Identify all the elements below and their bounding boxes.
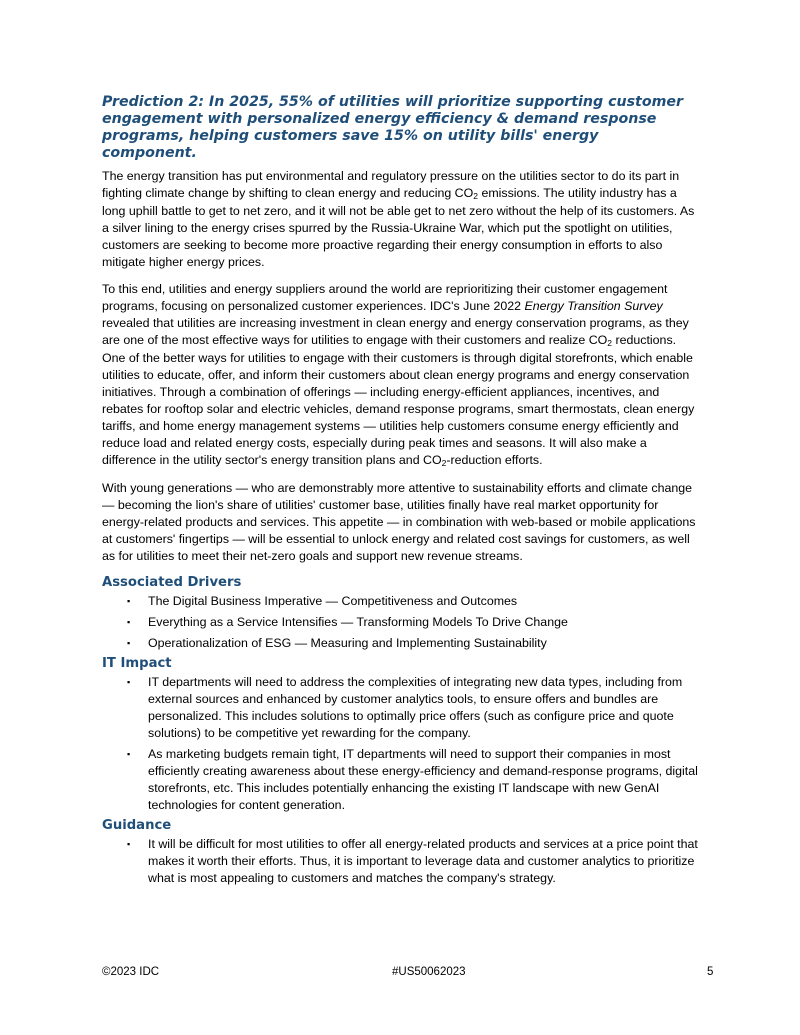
paragraph-text: reductions. One of the better ways for utilities to engage with their customers is through digital storefronts, which enable utilities to educate, offer, and inform their customers about clean energy programs and energy conservation initiatives. Through a combination of offerings — including energy-efficient appliances, incentives, and rebates for rooftop solar and electric vehicles, demand response programs, smart thermostats, clean energy tariffs, and home energy management systems — utilities help customers consume energy efficiently and reduce load and related energy costs, especially during peak times and seasons. It will also make a difference in the utility sector's energy transition plans and CO xyxy=(102,333,695,467)
paragraph-text: emissions. The utility industry has a long uphill battle to get to net zero, and it will not be able get to net zero without the help of its customers. As a silver lining to the energy crises spurred by the Russia-Ukraine War, which put the spotlight on utilities, customers are seeking to become more proactive regarding their energy consumption in efforts to also mitigate higher energy prices. xyxy=(102,186,695,269)
list-item xyxy=(102,593,698,610)
it-impact-heading: IT Impact xyxy=(102,656,172,671)
paragraph-text: -reduction efforts. xyxy=(446,453,543,467)
subscript: 2 xyxy=(441,458,447,468)
paragraph-text: To this end, utilities and energy suppliers around the world are reprioritizing their customer engagement programs, focusing on personalized customer experiences. IDC's June 2022 xyxy=(102,282,668,313)
bullet-icon: ▪ xyxy=(127,638,131,648)
it-impact-list xyxy=(102,674,698,814)
list-item-text: Everything as a Service Intensifies — Transforming Models To Drive Change xyxy=(148,615,568,629)
footer-page-number: 5 xyxy=(707,966,714,978)
list-item-text: It will be difficult for most utilities to offer all energy-related products and services at a price point that makes it worth their efforts. Thus, it is important to leverage data and customer analytics to prioritize what is most appealing to customers and matches the company's strategy. xyxy=(148,837,698,885)
list-item xyxy=(102,836,698,887)
paragraph-text: The energy transition has put environmental and regulatory pressure on the utilities sector to do its part in fighting climate change by shifting to clean energy and reducing CO xyxy=(102,169,680,200)
list-item-text: As marketing budgets remain tight, IT departments will need to support their companies in most efficiently creating awareness about these energy-efficiency and demand-response programs, digital storefronts, etc. This includes potentially enhancing the existing IT landscape with new GenAI technologies for content generation. xyxy=(148,747,698,812)
bullet-icon: ▪ xyxy=(127,749,131,759)
subscript: 2 xyxy=(607,338,613,348)
guidance-list xyxy=(102,836,698,887)
list-item-text: Operationalization of ESG — Measuring and Implementing Sustainability xyxy=(148,636,547,650)
associated-drivers-list xyxy=(102,593,698,652)
list-item xyxy=(102,614,698,631)
paragraph-energy-transition xyxy=(102,168,698,271)
guidance-heading: Guidance xyxy=(102,818,172,833)
footer-copyright: ©2023 IDC xyxy=(102,966,160,978)
list-item-text: The Digital Business Imperative — Competitiveness and Outcomes xyxy=(148,594,518,608)
list-item xyxy=(102,746,698,814)
document-page xyxy=(102,94,698,891)
bullet-icon: ▪ xyxy=(127,617,131,627)
paragraph-text: revealed that utilities are increasing investment in clean energy and energy conservation programs, as they are one of the most effective ways for utilities to engage with their customers and realize CO xyxy=(102,316,689,347)
bullet-icon: ▪ xyxy=(127,677,131,687)
associated-drivers-heading: Associated Drivers xyxy=(102,575,242,590)
subscript: 2 xyxy=(473,191,478,201)
footer-document-id: #US50062023 xyxy=(392,966,466,978)
prediction-heading: Prediction 2: In 2025, 55% of utilities will prioritize supporting customer engagement with personalized energy efficiency & demand response programs, helping customers save 15% on utility bills' energy component. xyxy=(102,94,683,161)
list-item-text: IT departments will need to address the complexities of integrating new data types, including from external sources and enhanced by customer analytics tools, to ensure offers and bundles are personalized. This includes solutions to optimally price offers (such as configure price and quote solutions) to be competitive yet rewarding for the company. xyxy=(148,675,683,740)
paragraph-customer-engagement xyxy=(102,281,698,470)
list-item xyxy=(102,674,698,742)
paragraph-young-generations: With young generations — who are demonstrably more attentive to sustainability efforts and climate change — becoming the lion's share of utilities' customer base, utilities finally have real market opportunity for energy-related products and services. This appetite — in combination with web-based or mobile applications at customers' fingertips — will be essential to unlock energy and related cost savings for customers, as well as for utilities to meet their net-zero goals and support new revenue streams. xyxy=(102,481,696,563)
survey-title: Energy Transition Survey xyxy=(524,299,663,313)
bullet-icon: ▪ xyxy=(127,839,131,849)
bullet-icon: ▪ xyxy=(127,596,131,606)
list-item xyxy=(102,635,698,652)
